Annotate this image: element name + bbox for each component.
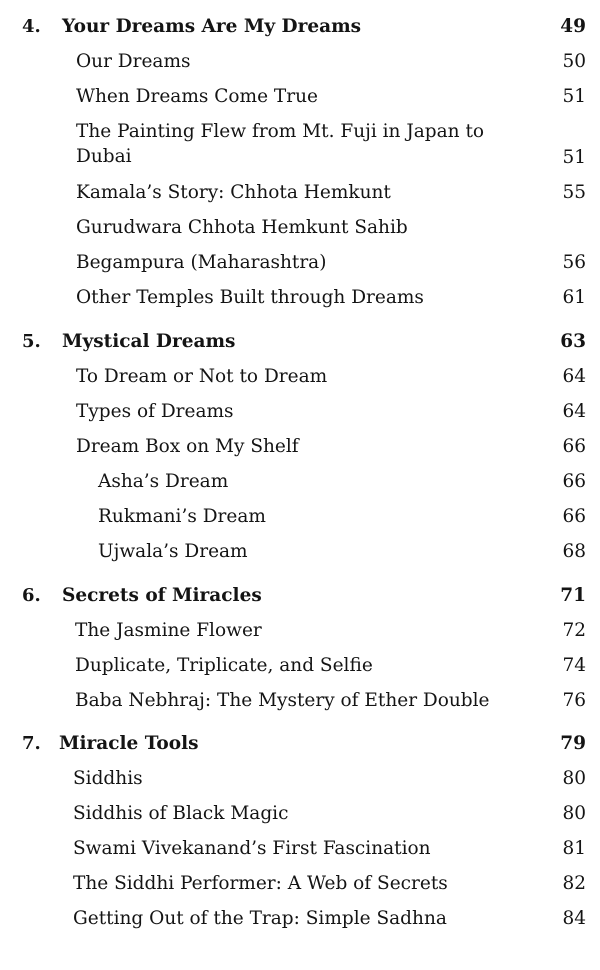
toc-entry [0, 469, 600, 499]
entry-title: Duplicate, Triplicate, and Selfie [75, 655, 373, 676]
page-number: 74 [562, 655, 586, 676]
page-number: 64 [562, 366, 586, 387]
toc-entry [0, 215, 600, 245]
entry-title [76, 119, 516, 169]
chapter-number: 7. [22, 733, 41, 754]
page-number: 51 [562, 86, 586, 107]
entry-title: Swami Vivekanand’s First Fascination [73, 838, 431, 859]
chapter-heading [0, 583, 600, 613]
toc-entry [0, 539, 600, 569]
page-number: 79 [560, 733, 586, 754]
entry-title: Ujwala’s Dream [98, 541, 248, 562]
page-number: 50 [562, 51, 586, 72]
toc-entry [0, 434, 600, 464]
chapter-title: Mystical Dreams [62, 331, 236, 352]
toc-entry [0, 504, 600, 534]
toc-entry [0, 250, 600, 280]
page-number: 66 [562, 506, 586, 527]
entry-title: Getting Out of the Trap: Simple Sadhna [73, 908, 447, 929]
toc-entry [0, 836, 600, 866]
toc-entry [0, 653, 600, 683]
chapter-heading [0, 14, 600, 44]
entry-title: Begampura (Maharashtra) [76, 252, 327, 273]
entry-title: Rukmani’s Dream [98, 506, 266, 527]
page-number: 49 [560, 16, 586, 37]
page-number: 68 [562, 541, 586, 562]
entry-title: To Dream or Not to Dream [76, 366, 328, 387]
toc-entry [0, 399, 600, 429]
toc-entry [0, 871, 600, 901]
entry-title: Gurudwara Chhota Hemkunt Sahib [76, 217, 408, 238]
page-number: 56 [562, 252, 586, 273]
page-number: 81 [562, 838, 586, 859]
chapter-title: Secrets of Miracles [62, 585, 262, 606]
page-number: 66 [562, 471, 586, 492]
entry-title: The Jasmine Flower [75, 620, 262, 641]
page-number: 55 [562, 182, 586, 203]
toc-entry [0, 766, 600, 796]
chapter-heading [0, 731, 600, 761]
chapter-number: 6. [22, 585, 41, 606]
page-number: 82 [562, 873, 586, 894]
page-number: 66 [562, 436, 586, 457]
toc-entry [0, 906, 600, 936]
page-number: 51 [562, 147, 586, 168]
toc-entry [0, 180, 600, 210]
entry-title: Dream Box on My Shelf [76, 436, 299, 457]
chapter-title: Miracle Tools [59, 733, 199, 754]
page-number: 71 [560, 585, 586, 606]
page-number: 61 [562, 287, 586, 308]
page-number: 80 [562, 803, 586, 824]
page-number: 84 [562, 908, 586, 929]
entry-title: Our Dreams [76, 51, 191, 72]
page-number: 76 [562, 690, 586, 711]
toc-entry [0, 618, 600, 648]
toc-entry [0, 119, 600, 171]
entry-title-text: The Painting Flew from Mt. Fuji in Japan to Dubai [76, 121, 485, 167]
toc-entry [0, 285, 600, 315]
toc-entry [0, 84, 600, 114]
toc-entry [0, 688, 600, 718]
toc-entry [0, 49, 600, 79]
toc-entry [0, 801, 600, 831]
entry-title: The Siddhi Performer: A Web of Secrets [73, 873, 448, 894]
page-number: 72 [562, 620, 586, 641]
entry-title: When Dreams Come True [76, 86, 318, 107]
chapter-number: 5. [22, 331, 41, 352]
entry-title: Siddhis [73, 768, 143, 789]
entry-title: Asha’s Dream [98, 471, 229, 492]
entry-title: Other Temples Built through Dreams [76, 287, 424, 308]
page-number: 64 [562, 401, 586, 422]
chapter-number: 4. [22, 16, 41, 37]
entry-title: Siddhis of Black Magic [73, 803, 289, 824]
entry-title: Baba Nebhraj: The Mystery of Ether Double [75, 690, 490, 711]
page-number: 63 [560, 331, 586, 352]
chapter-title: Your Dreams Are My Dreams [62, 16, 362, 37]
toc-entry [0, 364, 600, 394]
chapter-heading [0, 329, 600, 359]
entry-title: Types of Dreams [76, 401, 234, 422]
page-number: 80 [562, 768, 586, 789]
entry-title: Kamala’s Story: Chhota Hemkunt [76, 182, 391, 203]
